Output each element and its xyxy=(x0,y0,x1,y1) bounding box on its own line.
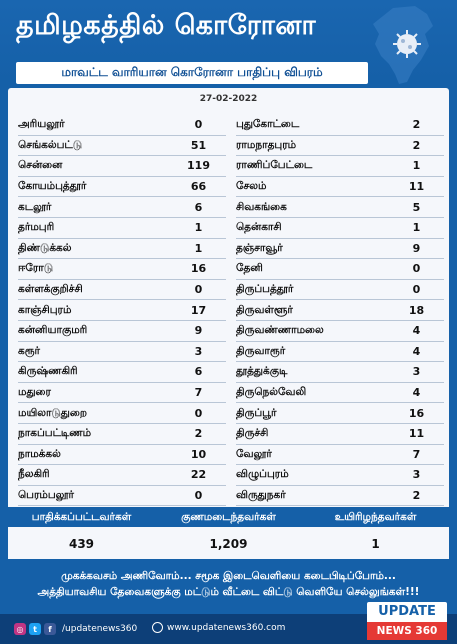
district-column-right xyxy=(236,115,444,506)
district-row xyxy=(18,465,226,486)
district-count: 9 xyxy=(412,241,421,255)
district-count: 0 xyxy=(194,283,203,297)
district-row xyxy=(18,383,226,404)
logo-top: UPDATE xyxy=(367,602,447,622)
district-name: திருவள்ளூர் xyxy=(236,303,293,316)
district-row xyxy=(236,445,444,466)
district-count: 22 xyxy=(190,468,207,482)
district-count: 0 xyxy=(194,406,203,420)
district-name: நாமக்கல் xyxy=(18,447,61,460)
social-links xyxy=(14,623,137,635)
district-name: தென்காசி xyxy=(236,221,282,234)
district-row xyxy=(236,342,444,363)
district-row xyxy=(236,403,444,424)
district-name: கரூர் xyxy=(18,344,41,357)
district-row xyxy=(18,280,226,301)
district-count: 5 xyxy=(412,200,421,214)
district-name: செங்கல்பட்டு xyxy=(18,138,83,151)
district-row xyxy=(18,445,226,466)
district-count: 9 xyxy=(194,324,203,338)
district-row xyxy=(236,383,444,404)
district-name: கடலூர் xyxy=(18,200,52,213)
summary-header xyxy=(8,507,449,527)
district-row xyxy=(236,321,444,342)
district-count: 4 xyxy=(412,324,421,338)
district-row xyxy=(236,218,444,239)
district-name: திருச்சி xyxy=(236,427,269,440)
facebook-icon[interactable]: f xyxy=(44,623,56,635)
district-row xyxy=(236,136,444,157)
footer-bar xyxy=(0,604,457,644)
district-row xyxy=(236,280,444,301)
district-name: தேனி xyxy=(236,262,263,275)
district-name: விருதுநகர் xyxy=(236,488,286,501)
district-count: 11 xyxy=(408,427,425,441)
district-count: 7 xyxy=(194,386,203,400)
district-count: 3 xyxy=(412,365,421,379)
district-name: கள்ளக்குறிச்சி xyxy=(18,283,83,296)
district-count: 1 xyxy=(412,221,421,235)
district-name: காஞ்சிபுரம் xyxy=(18,303,72,316)
district-name: மதுரை xyxy=(18,386,51,399)
district-name: சேலம் xyxy=(236,180,267,193)
district-row xyxy=(18,177,226,198)
district-count: 2 xyxy=(412,118,421,132)
deaths-value: 1 xyxy=(371,537,380,551)
district-row xyxy=(236,486,444,507)
district-row xyxy=(18,342,226,363)
district-count: 0 xyxy=(412,262,421,276)
district-row xyxy=(18,218,226,239)
district-row xyxy=(18,259,226,280)
district-row xyxy=(18,156,226,177)
district-name: நாகப்பட்டிணம் xyxy=(18,427,92,440)
district-row xyxy=(18,300,226,321)
district-count: 6 xyxy=(194,200,203,214)
twitter-icon[interactable]: t xyxy=(29,623,41,635)
district-row xyxy=(236,156,444,177)
district-name: சென்னை xyxy=(18,159,63,172)
district-name: திண்டுக்கல் xyxy=(18,241,72,254)
district-name: ராமநாதபுரம் xyxy=(236,138,297,151)
advisory-line-2: அத்தியாவசிய தேவைகளுக்கு மட்டும் வீட்டை விட்டு வெளியே செல்லுங்கள்!!! xyxy=(37,586,420,598)
infected-label: பாதிக்கப்பட்டவர்கள் xyxy=(31,510,132,523)
district-name: தர்மபுரி xyxy=(18,221,55,234)
district-count: 1 xyxy=(194,241,203,255)
district-count: 18 xyxy=(408,303,425,317)
instagram-icon[interactable]: ◎ xyxy=(14,623,26,635)
district-count: 3 xyxy=(194,344,203,358)
district-name: அரியலூர் xyxy=(18,118,65,131)
website-url[interactable]: www.updatenews360.com xyxy=(167,622,286,633)
district-count: 0 xyxy=(412,283,421,297)
district-count: 2 xyxy=(412,488,421,502)
district-name: திருப்பூர் xyxy=(236,406,277,419)
subtitle-bar xyxy=(16,62,368,84)
district-count: 51 xyxy=(190,138,207,152)
district-name: தஞ்சாவூர் xyxy=(236,241,283,254)
district-row xyxy=(18,403,226,424)
district-name: கோயம்புத்தூர் xyxy=(18,180,87,193)
district-row xyxy=(236,424,444,445)
district-row xyxy=(236,465,444,486)
district-count: 0 xyxy=(194,488,203,502)
social-handle[interactable]: /updatenews360 xyxy=(62,624,138,634)
district-name: கன்னியாகுமரி xyxy=(18,324,88,337)
district-count: 1 xyxy=(194,221,203,235)
district-count: 2 xyxy=(412,138,421,152)
district-row xyxy=(18,362,226,383)
virus-icon xyxy=(393,30,421,58)
district-count: 6 xyxy=(194,365,203,379)
district-name: திருவாரூர் xyxy=(236,344,286,357)
advisory-text xyxy=(0,568,457,600)
district-count: 1 xyxy=(412,159,421,173)
district-name: கிருஷ்ணகிரி xyxy=(18,365,78,378)
district-count: 0 xyxy=(194,118,203,132)
summary-values xyxy=(8,533,449,555)
website-link[interactable] xyxy=(152,622,285,633)
district-name: ஈரோடு xyxy=(18,262,54,275)
district-name: மயிலாடுதுறை xyxy=(18,406,87,419)
district-count: 3 xyxy=(412,468,421,482)
advisory-line-1: முகக்கவசம் அணிவோம்... சமூக இடைவெளியை கடைபிடிப்போம்... xyxy=(61,570,396,582)
deaths-label: உயிரிழந்தவர்கள் xyxy=(334,510,417,523)
district-name: பெரம்பலூர் xyxy=(18,488,75,501)
district-count: 7 xyxy=(412,447,421,461)
district-name: நீலகிரி xyxy=(18,468,50,481)
district-row xyxy=(18,486,226,507)
summary-panel xyxy=(8,507,449,559)
district-count: 16 xyxy=(408,406,425,420)
district-row xyxy=(236,197,444,218)
district-name: புதுகோட்டை xyxy=(236,118,300,131)
page-title: தமிழகத்தில் கொரோனா xyxy=(16,10,317,41)
recovered-value: 1,209 xyxy=(209,537,248,551)
district-name: ராணிப்பேட்டை xyxy=(236,159,313,172)
district-name: திருநெல்வேலி xyxy=(236,386,307,399)
district-row xyxy=(236,177,444,198)
district-count: 4 xyxy=(412,344,421,358)
district-table xyxy=(8,88,449,559)
globe-icon xyxy=(152,622,163,633)
district-row xyxy=(18,115,226,136)
district-name: விழுப்புரம் xyxy=(236,468,289,481)
district-count: 66 xyxy=(190,180,207,194)
district-count: 2 xyxy=(194,427,203,441)
district-count: 16 xyxy=(190,262,207,276)
district-row xyxy=(18,321,226,342)
report-date: 27-02-2022 xyxy=(199,94,258,104)
district-count: 17 xyxy=(190,303,207,317)
district-row xyxy=(18,136,226,157)
update-news-logo xyxy=(367,602,447,640)
header xyxy=(0,0,457,80)
district-row xyxy=(236,115,444,136)
district-row xyxy=(236,362,444,383)
district-name: திருப்பத்தூர் xyxy=(236,283,294,296)
logo-bottom: NEWS 360 xyxy=(367,622,447,640)
district-count: 4 xyxy=(412,386,421,400)
tamil-nadu-map-icon xyxy=(363,4,449,86)
district-row xyxy=(236,300,444,321)
district-count: 119 xyxy=(187,159,210,173)
recovered-label: குணமடைந்தவர்கள் xyxy=(181,510,276,523)
district-name: வேலூர் xyxy=(236,447,272,460)
infected-value: 439 xyxy=(68,537,95,551)
district-name: திருவண்ணாமலை xyxy=(236,324,324,337)
district-name: தூத்துக்குடி xyxy=(236,365,288,378)
district-row xyxy=(18,424,226,445)
district-row xyxy=(236,259,444,280)
district-row xyxy=(18,197,226,218)
district-row xyxy=(236,239,444,260)
district-name: சிவகங்கை xyxy=(236,200,287,213)
subtitle: மாவட்ட வாரியான கொரோனா பாதிப்பு விபரம் xyxy=(61,65,323,79)
district-count: 11 xyxy=(408,180,425,194)
district-row xyxy=(18,239,226,260)
district-column-left xyxy=(18,115,226,506)
district-count: 10 xyxy=(190,447,207,461)
